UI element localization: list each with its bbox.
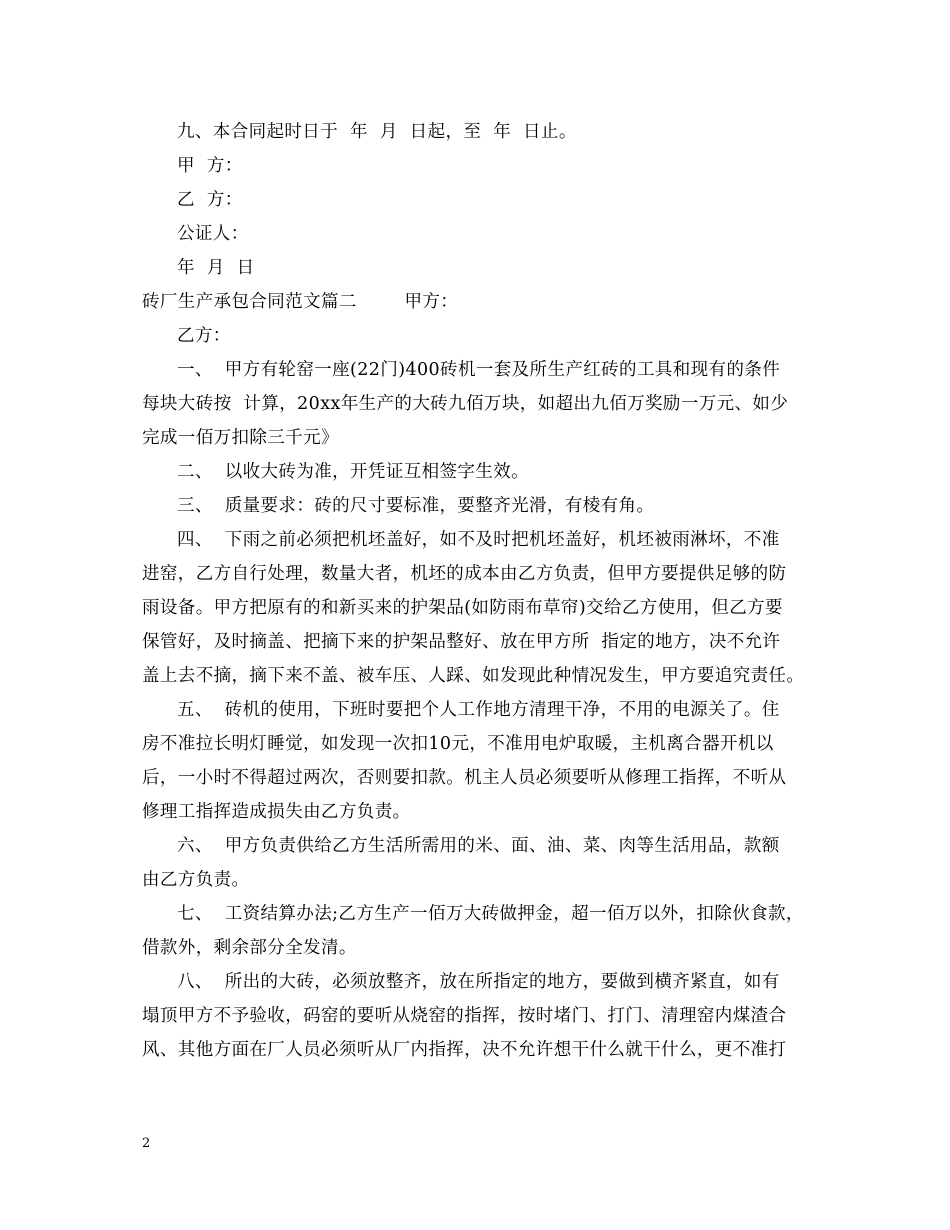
text-line: 五、 砖机的使用，下班时要把个人工作地方清理干净，不用的电源关了。住: [177, 700, 780, 720]
text-line: 二、 以收大砖为准，开凭证互相签字生效。: [177, 462, 530, 482]
text-line: 后，一小时不得超过两次，否则要扣款。机主人员必须要听从修理工指挥，不听从: [142, 768, 787, 788]
text-line: 完成一佰万扣除三千元》: [142, 428, 339, 448]
section-heading-line: 砖厂生产承包合同范文篇二 甲方：: [142, 292, 459, 312]
text-line: 八、 所出的大砖，必须放整齐，放在所指定的地方，要做到横齐紧直，如有: [177, 972, 780, 992]
text-line: 修理工指挥造成损失由乙方负责。: [142, 802, 411, 822]
text-line: 四、 下雨之前必须把机坯盖好，如不及时把机坯盖好，机坯被雨淋坏，不准: [177, 530, 780, 550]
text-line: 七、 工资结算办法;乙方生产一佰万大砖做押金，超一佰万以外，扣除伙食款，: [177, 904, 804, 924]
text-line: 六、 甲方负责供给乙方生活所需用的米、面、油、菜、肉等生活用品，款额: [177, 836, 780, 856]
date-line: 年 月 日: [177, 258, 255, 278]
clause-9-line: 九、本合同起时日于 年 月 日起，至 年 日止。: [177, 122, 577, 142]
party-a-signature-line: 甲 方：: [177, 156, 243, 176]
text-line: 风、其他方面在厂人员必须听从厂内指挥，决不允许想干什么就干什么，更不准打: [142, 1040, 787, 1060]
party-b-signature-line: 乙 方：: [177, 190, 243, 210]
text-line: 一、 甲方有轮窑一座(22门)400砖机一套及所生产红砖的工具和现有的条件: [177, 360, 781, 380]
text-line: 三、 质量要求：砖的尺寸要标准，要整齐光滑，有棱有角。: [177, 496, 655, 516]
text-line: 塌顶甲方不予验收，码窑的要听从烧窑的指挥，按时堵门、打门、清理窑内煤渣合: [142, 1006, 787, 1026]
document-body: [142, 115, 822, 1067]
text-line: 借款外，剩余部分全发清。: [142, 938, 357, 958]
party-b-line: 乙方：: [177, 326, 231, 346]
text-line: 进窑，乙方自行处理，数量大者，机坯的成本由乙方负责，但甲方要提供足够的防: [142, 564, 787, 584]
page-number: 2: [142, 1136, 151, 1151]
text-line: 每块大砖按 计算，20xx年生产的大砖九佰万块，如超出九佰万奖励一万元、如少: [142, 394, 789, 414]
notary-signature-line: 公证人：: [177, 224, 249, 244]
text-line: 由乙方负责。: [142, 870, 250, 890]
text-line: 雨设备。甲方把原有的和新买来的护架品(如防雨布草帘)交给乙方使用，但乙方要: [142, 598, 783, 618]
text-line: 房不准拉长明灯睡觉，如发现一次扣10元，不准用电炉取暖，主机离合器开机以: [142, 734, 774, 754]
text-line: 保管好，及时摘盖、把摘下来的护架品整好、放在甲方所 指定的地方，决不允许: [142, 632, 781, 652]
text-line: 盖上去不摘，摘下来不盖、被车压、人踩、如发现此种情况发生，甲方要追究责任。: [142, 666, 805, 686]
